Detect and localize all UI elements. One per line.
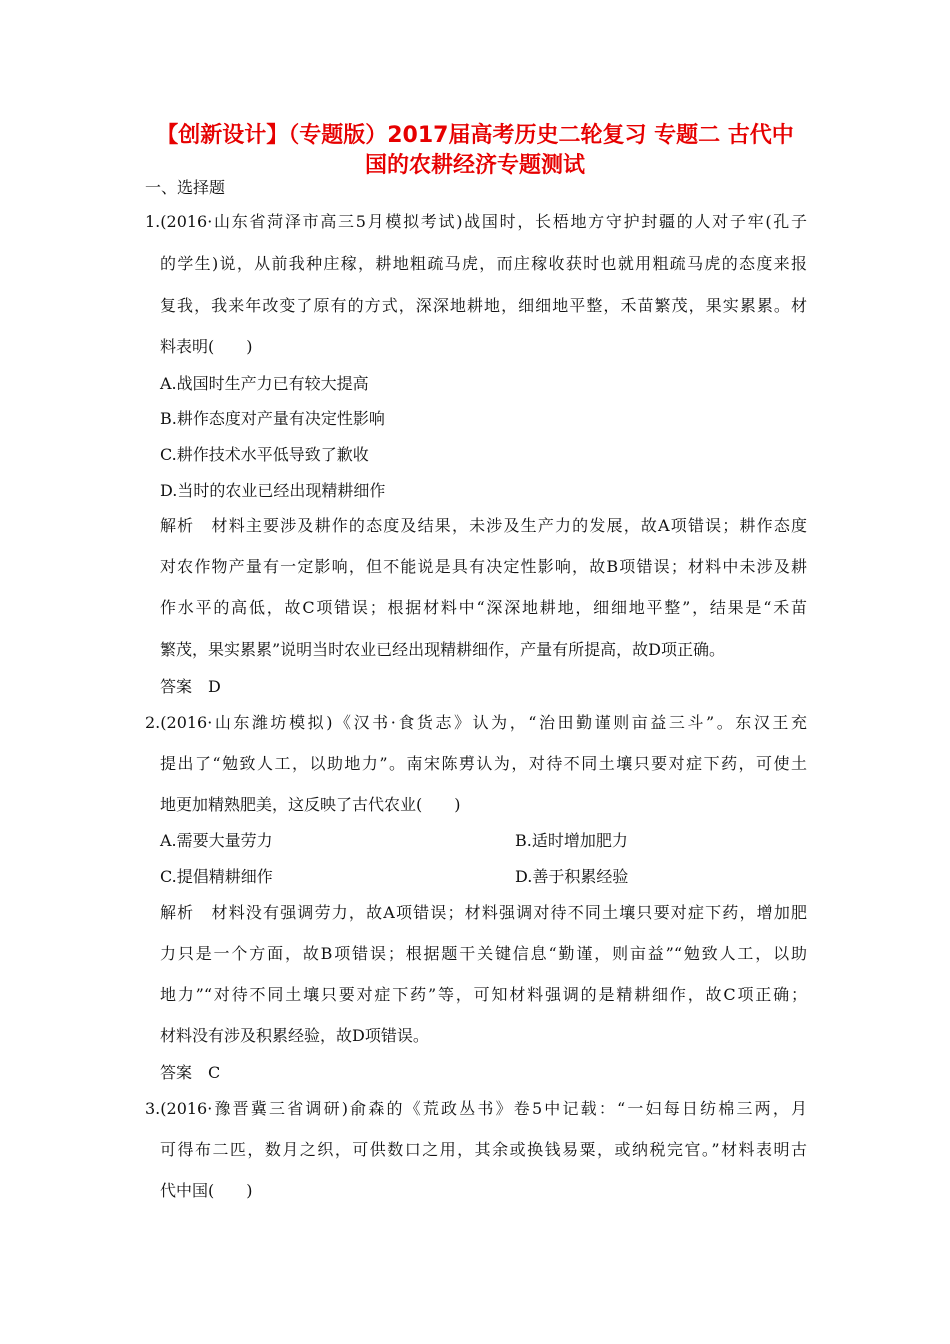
q2-analysis-line-2: 力只是一个方面，故B项错误；根据题干关键信息“勤谨，则亩益”“勉致人工，以助 xyxy=(160,944,807,963)
q1-analysis-line-2: 对农作物产量有一定影响，但不能说是具有决定性影响，故B项错误；材料中未涉及耕 xyxy=(160,557,807,576)
q2-analysis-line-3: 地力”“对待不同土壤只要对症下药”等，可知材料强调的是精耕细作，故C项正确； xyxy=(160,985,807,1004)
q2-analysis-line-4: 材料没有涉及积累经验，故D项错误。 xyxy=(160,1026,429,1045)
q1-stem-line-2: 的学生)说，从前我种庄稼，耕地粗疏马虎，而庄稼收获时也就用粗疏马虎的态度来报 xyxy=(160,254,807,273)
q2-answer: 答案 C xyxy=(160,1063,221,1082)
q2-stem-line-1: 2.(2016·山东潍坊模拟)《汉书·食货志》认为，“治田勤谨则亩益三斗”。东汉王充 xyxy=(145,713,807,732)
q2-stem-line-2: 提出了“勉致人工，以助地力”。南宋陈旉认为，对待不同土壤只要对症下药，可使土 xyxy=(160,754,807,773)
q1-option-a: A.战国时生产力已有较大提高 xyxy=(160,374,369,393)
q2-option-a: A.需要大量劳力 xyxy=(160,831,273,850)
q1-option-b: B.耕作态度对产量有决定性影响 xyxy=(160,409,385,428)
q1-stem-line-3: 复我，我来年改变了原有的方式，深深地耕地，细细地平整，禾苗繁茂，果实累累。材 xyxy=(160,296,807,315)
q2-analysis-line-1: 解析 材料没有强调劳力，故A项错误；材料强调对待不同土壤只要对症下药，增加肥 xyxy=(160,903,807,922)
q2-option-b: B.适时增加肥力 xyxy=(515,831,628,850)
section-heading: 一、选择题 xyxy=(145,178,226,197)
q1-stem-line-4: 料表明( ) xyxy=(160,337,253,356)
q1-analysis-line-1: 解析 材料主要涉及耕作的态度及结果，未涉及生产力的发展，故A项错误；耕作态度 xyxy=(160,516,807,535)
document-title-line-1: 【创新设计】（专题版）2017届高考历史二轮复习 专题二 古代中 xyxy=(156,123,794,148)
q3-stem-line-1: 3.(2016·豫晋冀三省调研)俞森的《荒政丛书》卷5中记载：“一妇每日纺棉三两，月 xyxy=(145,1099,807,1118)
q2-stem-line-3: 地更加精熟肥美，这反映了古代农业( ) xyxy=(160,795,461,814)
q3-stem-line-3: 代中国( ) xyxy=(160,1181,253,1200)
q1-answer: 答案 D xyxy=(160,677,221,696)
document-title-line-2: 国的农耕经济专题测试 xyxy=(364,153,585,178)
q2-option-d: D.善于积累经验 xyxy=(515,867,629,886)
q1-analysis-line-4: 繁茂，果实累累”说明当时农业已经出现精耕细作，产量有所提高，故D项正确。 xyxy=(160,640,726,659)
q1-stem-line-1: 1.(2016·山东省菏泽市高三5月模拟考试)战国时，长梧地方守护封疆的人对子牢(孔子 xyxy=(145,212,807,231)
q1-option-c: C.耕作技术水平低导致了歉收 xyxy=(160,445,369,464)
q1-analysis-line-3: 作水平的高低，故C项错误；根据材料中“深深地耕地，细细地平整”，结果是“禾苗 xyxy=(160,598,807,617)
q1-option-d: D.当时的农业已经出现精耕细作 xyxy=(160,481,386,500)
q3-stem-line-2: 可得布二匹，数月之织，可供数口之用，其余或换钱易粟，或纳税完官。”材料表明古 xyxy=(160,1140,807,1159)
q2-option-c: C.提倡精耕细作 xyxy=(160,867,273,886)
